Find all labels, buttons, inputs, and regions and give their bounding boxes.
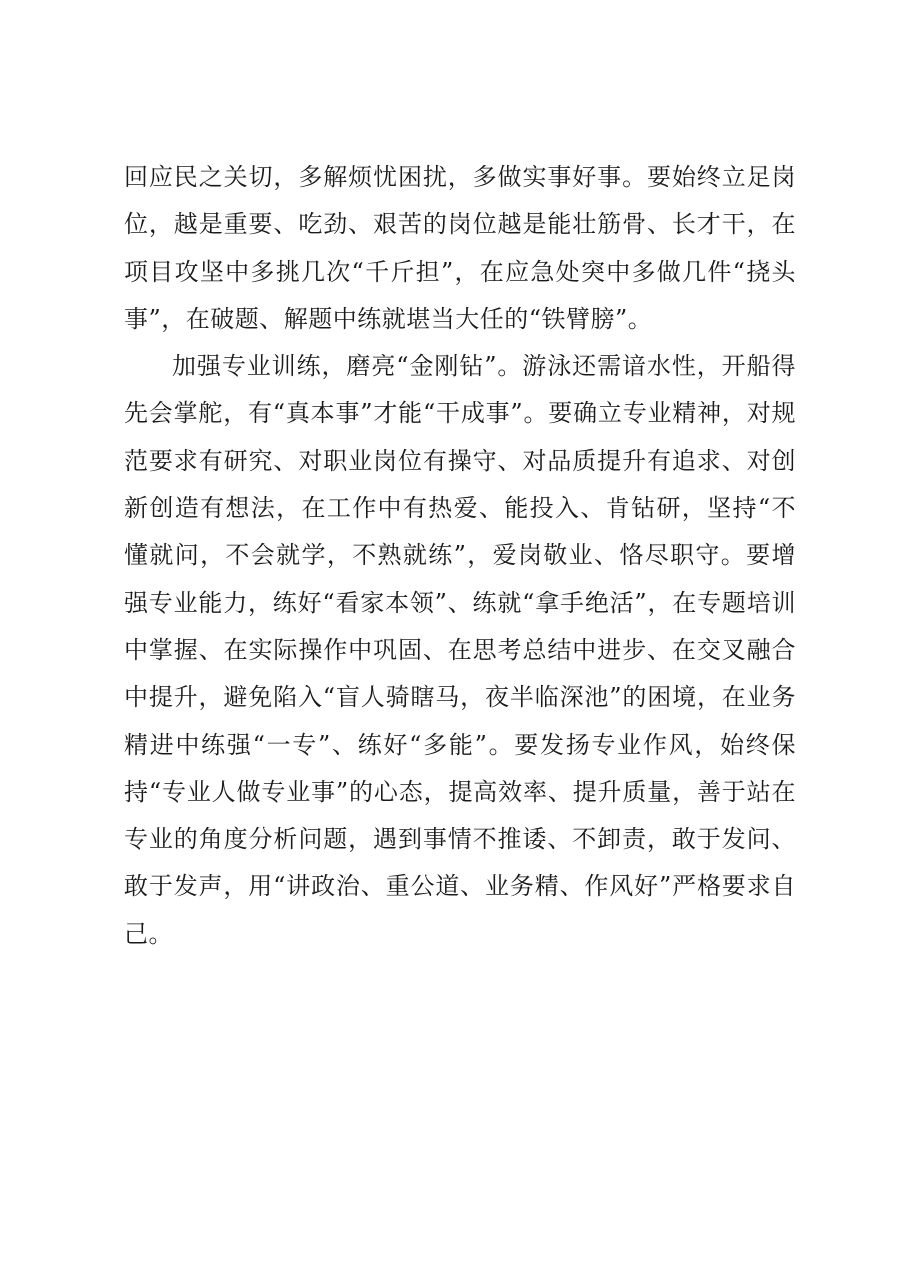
document-body: [124, 154, 796, 958]
paragraph-professional-training: 加强专业训练，磨亮“金刚钻”。游泳还需谙水性，开船得先会掌舵，有“真本事”才能“干成事”。要确立专业精神，对规范要求有研究、对职业岗位有操守、对品质提升有追求、对创新创造有想法，在工作中有热爱、能投入、肯钻研，坚持“不懂就问，不会就学，不熟就练”，爱岗敬业、恪尽职守。要增强专业能力，练好“看家本领”、练就“拿手绝活”，在专题培训中掌握、在实际操作中巩固、在思考总结中进步、在交叉融合中提升，避免陷入“盲人骑瞎马，夜半临深池”的困境，在业务精进中练强“一专”、练好“多能”。要发扬专业作风，始终保持“专业人做专业事”的心态，提高效率、提升质量，善于站在专业的角度分析问题，遇到事情不推诿、不卸责，敢于发问、敢于发声，用“讲政治、重公道、业务精、作风好”严格要求自己。: [124, 352, 796, 948]
paragraph-continued: 回应民之关切，多解烦忧困扰，多做实事好事。要始终立足岗位，越是重要、吃劲、艰苦的岗位越是能壮筋骨、长才干，在项目攻坚中多挑几次“千斤担”，在应急处突中多做几件“挠头事”，在破题、解题中练就堪当大任的“铁臂膀”。: [124, 163, 796, 333]
